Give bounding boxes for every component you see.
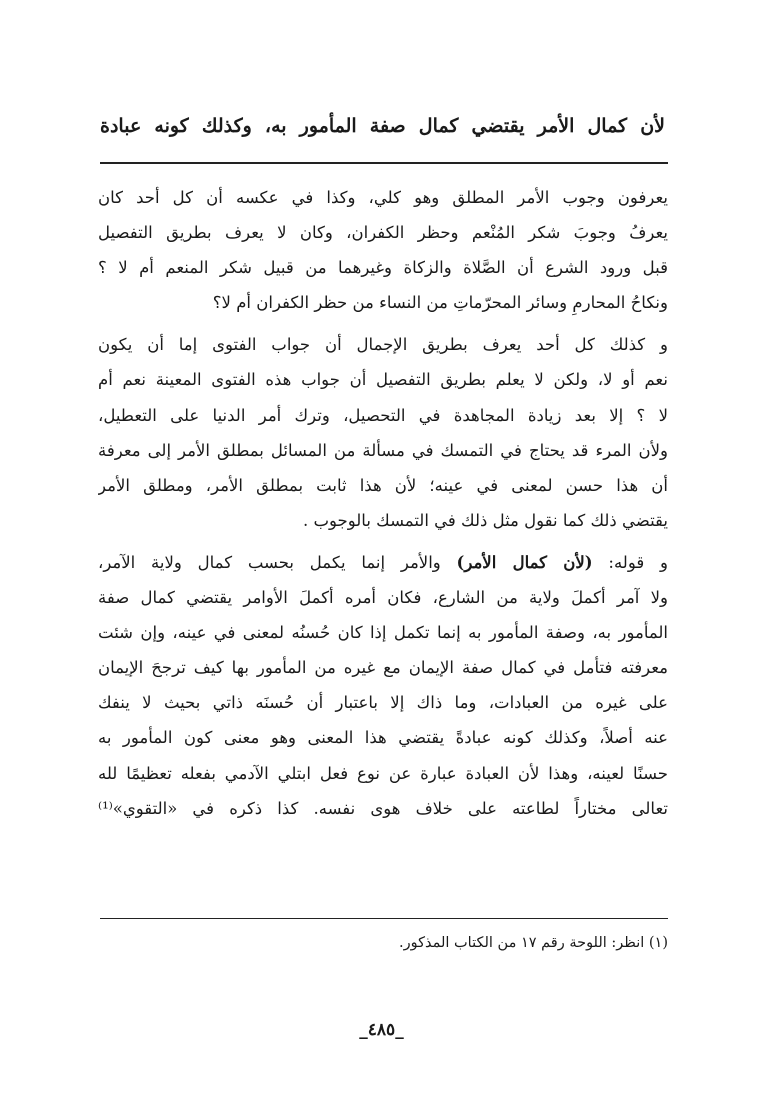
text-line: يقتضي ذلك كما نقول مثل ذلك في التمسك بالوجوب . xyxy=(303,510,668,530)
text-line: لا ؟ إلا بعد زيادة المجاهدة في التحصيل، وترك أمر الدنيا على التعطيل، xyxy=(98,405,668,425)
text-line: المأمور به، وصفة المأمور به إنما تكمل إذا كان حُسنُه لمعنى في عينه، وإن شئت xyxy=(98,623,668,643)
text-line: تعالى مختاراً لطاعته على خلاف هوى نفسه. كذا ذكره في «التقوي»⁽¹⁾ xyxy=(98,798,668,818)
text-line: أن هذا حسن لمعنى في عينه؛ لأن هذا ثابت بمطلق الأمر، ومطلق الأمر xyxy=(98,475,668,495)
quoted-phrase: (لأن كمال الأمر) xyxy=(456,552,593,572)
quote-intro: و قوله: xyxy=(592,552,668,572)
text-line: عنه أصلاً، وكذلك كونه عبادةً يقتضي هذا المعنى وهو معنى كون المأمور به xyxy=(98,728,668,748)
text-line: يعرفون وجوب الأمر المطلق وهو كلي، وكذا في عكسه أن كل أحد كان xyxy=(98,188,668,207)
footnote: (١) انظر: اللوحة رقم ١٧ من الكتاب المذكور. xyxy=(398,935,668,951)
text-line xyxy=(98,545,668,580)
header-divider xyxy=(100,162,668,164)
text-line: و كذلك كل أحد يعرف بطريق الإجمال أن جواب الفتوى إما أن يكون xyxy=(98,335,668,355)
paragraph-2 xyxy=(98,327,668,538)
text-line: يعرفُ وجوبَ شكر المُنْعم وحظر الكفران، وكان لا يعرف بطريق التفصيل xyxy=(98,223,668,243)
text-line: على غيره من العبادات، وما ذاك إلا باعتبار أن حُسنَه ذاتي بحيث لا ينفك xyxy=(98,693,668,713)
footnote-divider xyxy=(100,918,668,919)
text-line: ولا آمر أكملَ ولاية من الشارع، فكان أمره أكملَ الأوامر يقتضي كمال صفة xyxy=(98,588,668,608)
quote-continuation: والأمر إنما يكمل بحسب كمال ولاية الآمر، xyxy=(98,552,457,572)
text-line: نعم أو لا، ولكن لا يعلم بطريق التفصيل أن جواب هذه الفتوى المعينة نعم أم xyxy=(98,370,668,390)
text-line: ونكاحُ المحارمِ وسائر المحرّماتِ من النساء من حظر الكفران أم لا؟ xyxy=(212,293,668,313)
text-line: حسنًا لعينه، وهذا لأن العبادة عبارة عن نوع فعل ابتلي الآدمي بفعله تعظيمًا لله xyxy=(98,763,668,783)
page-number: _٤٨٥_ xyxy=(359,1020,404,1040)
paragraph-3 xyxy=(98,545,668,826)
main-text xyxy=(98,180,668,826)
text-line: معرفته فتأمل في كمال صفة الإيمان مع غيره من المأمور بها كيف ترجحَ الإيمان xyxy=(98,658,668,678)
text-line: قبل ورود الشرع أن الصَّلاة والزكاة وغيرهما من قبيل شكر المنعم أم لا ؟ xyxy=(98,258,668,278)
text-line: ولأن المرء قد يحتاج في التمسك في مسألة من المسائل بمطلق الأمر إلى معرفة xyxy=(98,440,668,460)
paragraph-1 xyxy=(98,180,668,320)
running-header: لأن كمال الأمر يقتضي كمال صفة المأمور به، وكذلك كونه عبادة xyxy=(100,115,665,137)
